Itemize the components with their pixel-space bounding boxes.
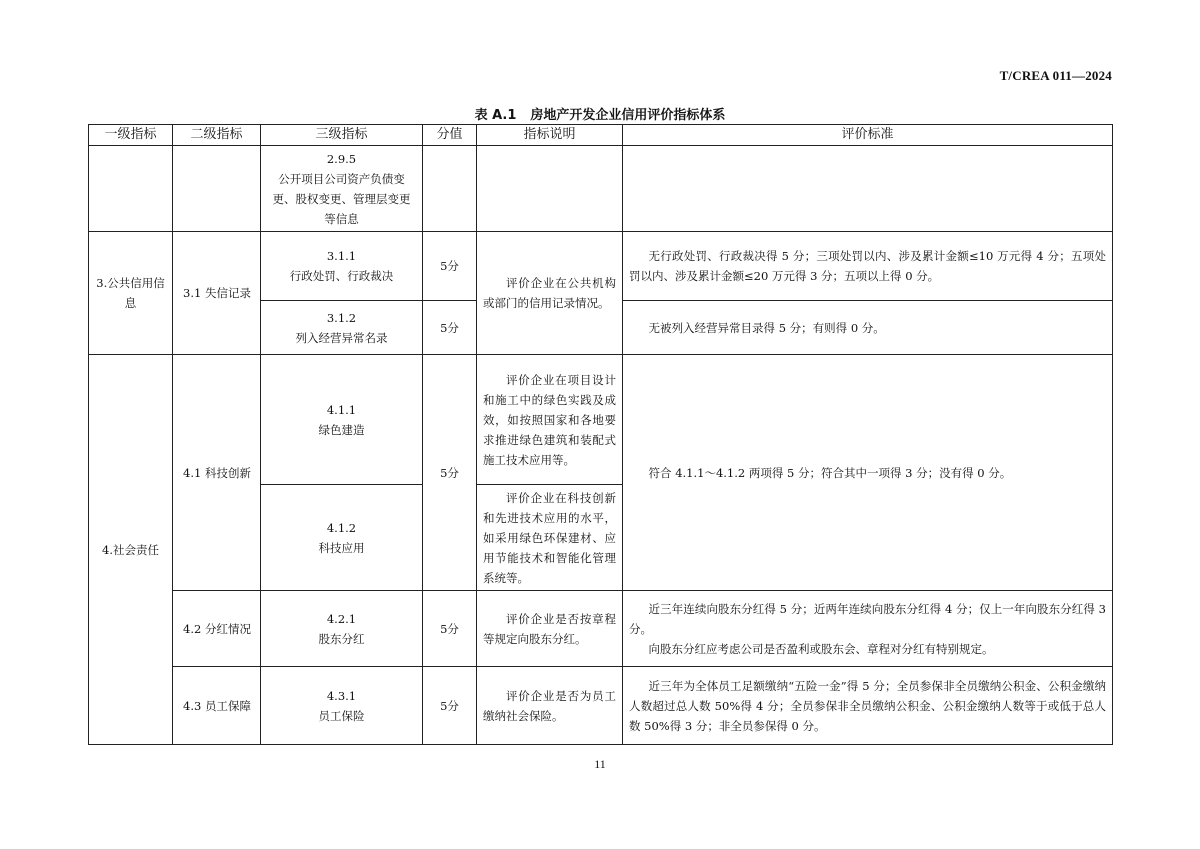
level3-code: 2.9.5	[326, 151, 357, 166]
level3-name: 员工保险	[318, 708, 365, 723]
level3-code: 3.1.1	[326, 249, 357, 263]
level3-name: 科技应用	[318, 540, 365, 555]
standard-cell: 近三年为全体员工足额缴纳“五险一金”得 5 分；全员参保非全员缴纳公积金、公积金缴纳人数超过总人数 50%得 4 分；全员参保非全员缴纳公积金、公积金缴纳人数等于或低于总人数 50%得 3 分；非全员参保得 0 分。	[623, 667, 1113, 745]
cell-empty	[477, 146, 623, 232]
level3-cell	[261, 232, 423, 301]
col-header-description: 指标说明	[477, 125, 623, 146]
level3-code: 4.3.1	[326, 688, 357, 703]
description-cell: 评价企业是否按章程等规定向股东分红。	[477, 591, 623, 667]
level3-code: 4.1.1	[326, 402, 357, 417]
level2-cell: 4.3 员工保障	[173, 667, 261, 745]
table-caption	[88, 104, 1112, 123]
standard-number: T/CREA 011—2024	[999, 68, 1112, 83]
cell-empty	[173, 146, 261, 232]
level3-cell	[261, 485, 423, 591]
table-row	[89, 591, 1113, 667]
standard-cell	[623, 591, 1113, 667]
table-header-row	[89, 125, 1113, 146]
table-row	[89, 667, 1113, 745]
description-cell: 评价企业在公共机构或部门的信用记录情况。	[477, 232, 623, 355]
level2-cell: 4.1 科技创新	[173, 355, 261, 591]
table-row	[89, 146, 1113, 232]
level2-cell: 4.2 分红情况	[173, 591, 261, 667]
cell-empty	[89, 146, 173, 232]
cell-empty	[623, 146, 1113, 232]
table-row	[89, 232, 1113, 301]
description-cell: 评价企业是否为员工缴纳社会保险。	[477, 667, 623, 745]
score-cell: 5分	[423, 232, 477, 301]
standard-cell: 符合 4.1.1～4.1.2 两项得 5 分；符合其中一项得 3 分；没有得 0 分。	[623, 355, 1113, 591]
table-title: 房地产开发企业信用评价指标体系	[530, 108, 726, 123]
level3-cell	[261, 355, 423, 485]
table-number: 表 A.1	[474, 108, 517, 123]
standard-cell: 无被列入经营异常目录得 5 分；有则得 0 分。	[623, 301, 1113, 355]
level3-cell	[261, 591, 423, 667]
level3-name: 行政处罚、行政裁决	[289, 269, 394, 283]
level3-cell	[261, 146, 423, 232]
score-cell: 5分	[423, 355, 477, 591]
level3-cell	[261, 667, 423, 745]
standard-cell: 无行政处罚、行政裁决得 5 分；三项处罚以内、涉及累计金额≤10 万元得 4 分；五项处罚以内、涉及累计金额≤20 万元得 3 分；五项以上得 0 分。	[623, 232, 1113, 301]
col-header-standard: 评价标准	[623, 125, 1113, 146]
col-header-level3: 三级指标	[261, 125, 423, 146]
description-cell: 评价企业在项目设计和施工中的绿色实践及成效，如按照国家和各地要求推进绿色建筑和装配式施工技术应用等。	[477, 355, 623, 485]
level3-name: 列入经营异常名录	[295, 330, 388, 345]
level3-code: 4.1.2	[326, 520, 357, 535]
level3-cell	[261, 301, 423, 355]
description-cell: 评价企业在科技创新和先进技术应用的水平，如采用绿色环保建材、应用节能技术和智能化管理系统等。	[477, 485, 623, 591]
level1-cell: 3.公共信用信息	[89, 232, 173, 355]
level3-name: 绿色建造	[318, 422, 365, 437]
standard-paragraph: 近三年连续向股东分红得 5 分；近两年连续向股东分红得 4 分；仅上一年向股东分红得 3 分。	[629, 601, 1106, 636]
score-cell: 5分	[423, 591, 477, 667]
standard-note: 向股东分红应考虑公司是否盈利或股东会、章程对分红有特别规定。	[648, 641, 994, 656]
level1-cell: 4.社会责任	[89, 355, 173, 745]
level3-code: 4.2.1	[326, 611, 357, 626]
level3-name: 股东分红	[318, 631, 365, 646]
level3-code: 3.1.2	[326, 310, 357, 325]
score-cell: 5分	[423, 667, 477, 745]
credit-index-table	[88, 124, 1113, 745]
score-cell: 5分	[423, 301, 477, 355]
table-row	[89, 355, 1113, 485]
level3-name: 公开项目公司资产负债变更、股权变更、管理层变更等信息	[272, 171, 411, 226]
col-header-level1: 一级指标	[89, 125, 173, 146]
level2-cell: 3.1 失信记录	[173, 232, 261, 355]
page-number: 11	[594, 757, 606, 771]
cell-empty	[423, 146, 477, 232]
col-header-level2: 二级指标	[173, 125, 261, 146]
col-header-score: 分值	[423, 125, 477, 146]
